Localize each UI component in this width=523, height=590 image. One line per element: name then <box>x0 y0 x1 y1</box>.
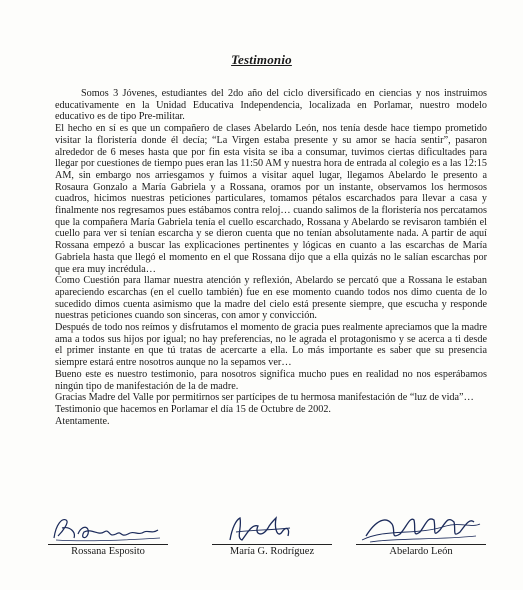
paragraph-7: Testimonio que hacemos en Porlamar el día 15 de Octubre de 2002. <box>55 403 331 415</box>
paragraph-6: Gracias Madre del Valle por permitirnos ser partícipes de tu hermosa manifestación de “luz de vida”… <box>55 392 474 404</box>
signature-scribble-rossana <box>48 510 168 546</box>
paragraph-1: Somos 3 Jóvenes, estudiantes del 2do año del ciclo diversificado en ciencias y nos instruimos educativamente en la Unidad Educativa Independencia, localizada en Porlamar, nuestro modelo educativo es de tipo Pre-militar. <box>55 88 487 123</box>
paragraph-3: Como Cuestión para llamar nuestra atención y reflexión, Abelardo se percató que a Rossana le estaban apareciendo escarchas (en el cuello también) fue en ese momento cuando todos nos dimo cuenta de lo sucedido dimos cuenta asimismo que la madre del cielo está presente siempre, que escucha y responde nuestras peticiones cuando son sinceras, con amor y convicción. <box>55 275 487 322</box>
document-body <box>55 88 487 427</box>
signer-name: Abelardo León <box>389 546 453 557</box>
signer-name: Rossana Esposito <box>71 546 145 557</box>
signature-scribble-abelardo <box>356 510 486 546</box>
signature-line <box>48 544 168 545</box>
signer-name: María G. Rodríguez <box>229 546 315 557</box>
signature-block-rossana <box>48 510 168 560</box>
paragraph-2: El hecho en sí es que un compañero de clases Abelardo León, nos tenía desde hace tiempo prometido visitar la floristería donde él decía; “La Virgen estaba presente y su amor se hacía sentir”, pasaron alrededor de 6 meses hasta que por fin esta visita se iba a consumar, tuvimos ciertas dificultades para llegar por cuestiones de tiempo pues eran las 11:50 AM y nuestra hora de entrada al colegio es a las 12:15 AM, sin embargo nos arriesgamos y fuimos a visitar aquel lugar, llegamos Abelardo le presento a Rosaura Gonzalo a María Gabriela y a Rossana, oramos por un instante, observamos los hermosos cuadros, hicimos nuestras peticiones particulares, tomamos pétalos escarchados para llevar a casa y finalmente nos regresamos pues estábamos contra reloj… cuando salimos de la floristería nos percatamos que la compañera María Gabriela tenía el cuello escarchado, Rossana y Abelardo se revisaron también el cuello para ver si tenían escarcha y se dieron cuenta que no tenían absolutamente nada. A partir de aquí Rossana empezó a buscar las explicaciones pertinentes y lógicas en cuanto a las escarchas de María Gabriela hasta que llegó el momento en el que Rossana dijo que a ella quizás no le salían escarchas por que era muy incrédula… <box>55 123 487 275</box>
signature-line <box>212 544 332 545</box>
signature-block-abelardo <box>356 510 486 560</box>
paragraph-5: Bueno este es nuestro testimonio, para nosotros significa mucho pues en realidad no nos esperábamos ningún tipo de manifestación de la de madre. <box>55 368 487 392</box>
document-title: Testimonio <box>231 52 292 67</box>
paragraph-4: Después de todo nos reímos y disfrutamos el momento de gracia pues realmente apreciamos que la madre ama a todos sus hijos por igual; no hay preferencias, no le agrada el protagonismo y se acerca a ti desde el primer instante en que tú tratas de acercarte a ella. Lo más importante es saber que su presencia siempre estará entre nosotros aunque no la sepamos ver… <box>55 322 487 369</box>
paragraph-8: Atentamente. <box>55 415 110 427</box>
signature-scribble-maria <box>212 510 332 546</box>
signature-line <box>356 544 486 545</box>
signature-block-maria <box>212 510 332 560</box>
